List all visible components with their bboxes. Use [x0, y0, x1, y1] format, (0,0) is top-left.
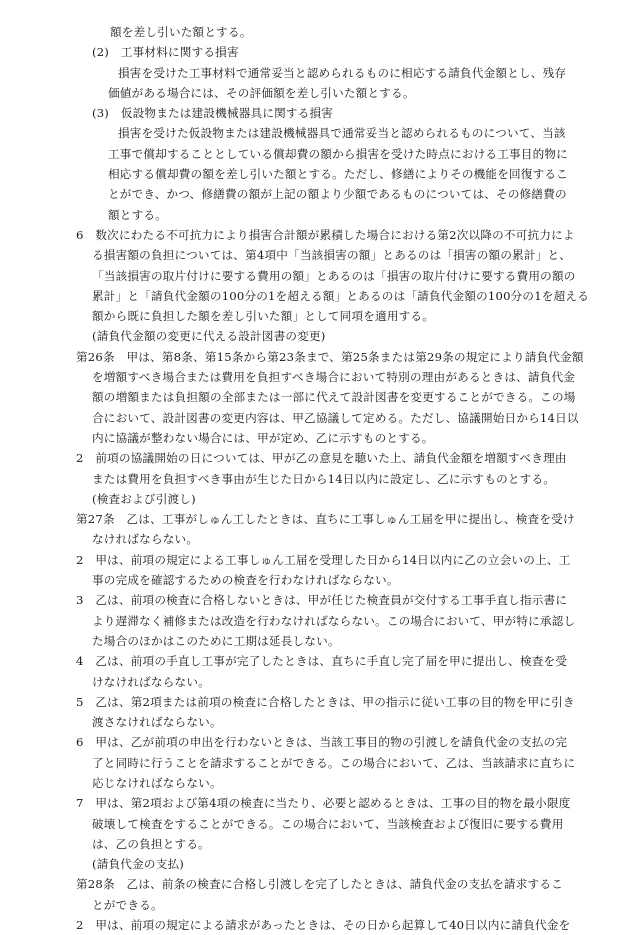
paragraph-line: 2 甲は、前項の規定による請求があったときは、その日から起算して40日以内に請負代金を: [76, 918, 571, 933]
text-line: とができ、かつ、修繕費の額が上記の額より少額であるものについては、その修繕費の: [108, 187, 567, 202]
text-line: る損害額の負担については、第4項中「当該損害の額」とあるのは「損害の額の累計」と、: [92, 248, 572, 263]
paragraph-line: 2 前項の協議開始の日については、甲が乙の意見を聴いた上、請負代金額を増額すべき理由: [76, 451, 567, 466]
article-caption: (請負代金額の変更に代える設計図書の変更): [92, 329, 326, 344]
text-line: は、乙の負担とする。: [92, 836, 210, 851]
text-line: 累計」と「請負代金額の100分の1を超える額」とあるのは「請負代金額の100分の1を超える: [92, 288, 589, 303]
text-line: を増額すべき場合または費用を負担すべき場合において特別の理由があるときは、請負代金: [92, 370, 576, 385]
text-line: 損害を受けた仮設物または建設機械器具で通常妥当と認められるものについて、当該: [118, 126, 566, 141]
paragraph-line: 6 数次にわたる不可抗力により損害合計額が累積した場合における第2次以降の不可抗力によ: [76, 227, 575, 242]
article-heading: 第28条 乙は、前条の検査に合格し引渡しを完了したときは、請負代金の支払を請求するこ: [76, 877, 563, 892]
text-line: た場合のほかはこのために工期は延長しない。: [92, 633, 340, 648]
text-line: 事の完成を確認するための検査を行わなければならない。: [92, 573, 399, 588]
paragraph-line: 2 甲は、前項の規定による工事しゅん工届を受理した日から14日以内に乙の立会いの上、工: [76, 552, 571, 567]
article-caption: (請負代金の支払): [92, 857, 185, 872]
subitem-heading: (2) 工事材料に関する損害: [92, 45, 239, 60]
text-line: 額を差し引いた額とする。: [110, 25, 252, 39]
text-line: とができる。: [92, 897, 163, 912]
article-caption: (検査および引渡し): [92, 491, 196, 506]
text-line: 額とする。: [108, 207, 167, 222]
text-line: 合において、設計図書の変更内容は、甲乙協議して定める。ただし、協議開始日から14日以: [92, 410, 579, 425]
text-line: より遅滞なく補修または改造を行わなければならない。この場合において、甲が特に承認し: [92, 613, 576, 628]
text-line: 渡さなければならない。: [92, 715, 222, 730]
article-heading: 第26条 甲は、第8条、第15条から第23条まで、第25条または第29条の規定により請負代金額: [76, 349, 584, 364]
subitem-heading: (3) 仮設物または建設機械器具に関する損害: [92, 106, 334, 121]
paragraph-line: 7 甲は、第2項および第4項の検査に当たり、必要と認めるときは、工事の目的物を最小限度: [76, 796, 571, 811]
text-line: 相応する償却費の額を差し引いた額とする。ただし、修繕によりその機能を回復するこ: [108, 167, 568, 182]
text-line: 損害を受けた工事材料で通常妥当と認められるものに相応する請負代金額とし、残存: [118, 65, 567, 80]
text-line: なければならない。: [92, 532, 199, 547]
text-line: 額から既に負担した額を差し引いた額」として同項を適用する。: [92, 309, 435, 324]
text-line: または費用を負担すべき事由が生じた日から14日以内に設定し、乙に示すものとする。: [92, 471, 556, 486]
text-line: 価値がある場合には、その評価額を差し引いた額とする。: [108, 85, 415, 100]
text-line: 額の増額または負担額の全部または一部に代えて設計図書を変更することができる。この場: [92, 390, 576, 405]
text-line: 了と同時に行うことを請求することができる。この場合において、乙は、当該請求に直ちに: [92, 755, 576, 770]
article-heading: 第27条 乙は、工事がしゅん工したときは、直ちに工事しゅん工届を甲に提出し、検査を受け: [76, 512, 575, 527]
paragraph-line: 5 乙は、第2項または前項の検査に合格したときは、甲の指示に従い工事の目的物を甲に引き: [76, 694, 575, 709]
text-line: 「当該損害の取片付けに要する費用の額」とあるのは「損害の取片付けに要する費用の額の: [92, 268, 576, 283]
text-line: 応じなければならない。: [92, 775, 222, 790]
paragraph-line: 6 甲は、乙が前項の申出を行わないときは、当該工事目的物の引渡しを請負代金の支払の完: [76, 735, 568, 750]
text-line: けなければならない。: [92, 674, 210, 689]
text-line: 破壊して検査をすることができる。この場合において、当該検査および復旧に要する費用: [92, 816, 564, 831]
text-line: 内に協議が整わない場合には、甲が定め、乙に示すものとする。: [92, 430, 434, 445]
text-line: 工事で償却することとしている償却費の額から損害を受けた時点における工事目的物に: [108, 146, 568, 161]
paragraph-line: 3 乙は、前項の検査に合格しないときは、甲が任じた検査員が交付する工事手直し指示書に: [76, 593, 568, 608]
paragraph-line: 4 乙は、前項の手直し工事が完了したときは、直ちに手直し完了届を甲に提出し、検査を受: [76, 654, 568, 669]
